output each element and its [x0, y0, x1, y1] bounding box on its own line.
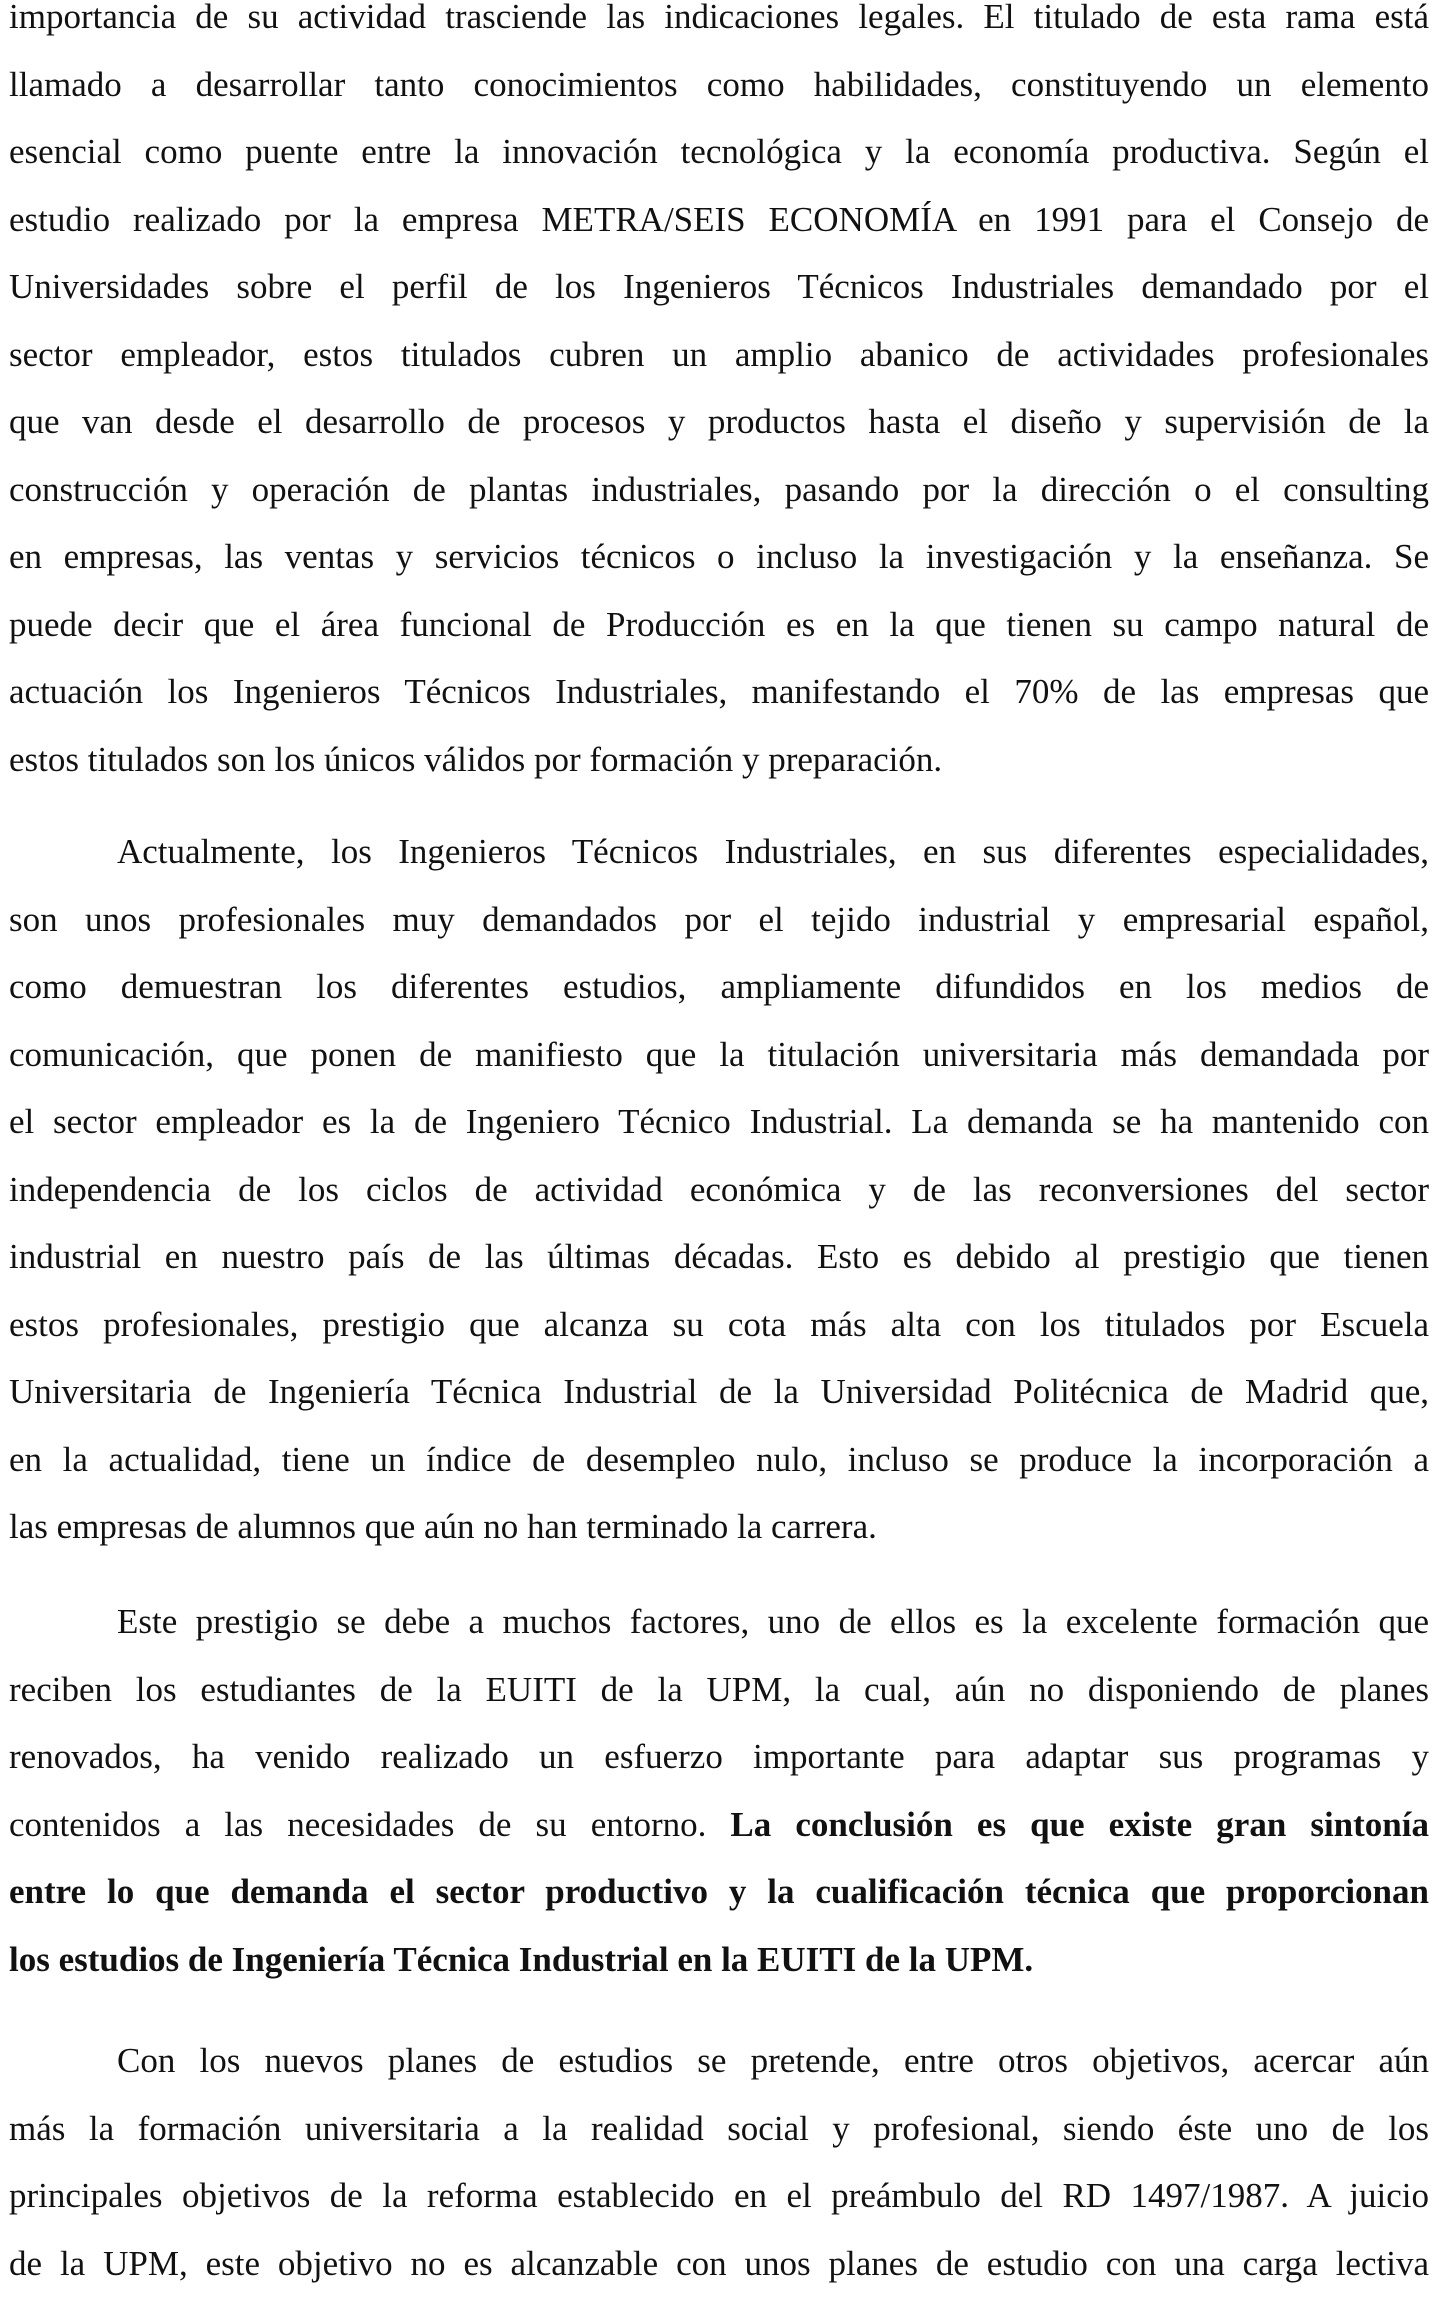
text-line: esencial como puente entre la innovación tecnológica y la economía productiva. Según el: [9, 118, 1429, 186]
bold-conclusion-text: entre lo que demanda el sector productivo y la cualificación técnica que proporcionan: [9, 1858, 1429, 1926]
text-line: como demuestran los diferentes estudios, ampliamente difundidos en los medios de: [9, 953, 1429, 1021]
bold-conclusion-text: La conclusión es que existe gran sintonía: [730, 1805, 1429, 1844]
text-line: puede decir que el área funcional de Producción es en la que tienen su campo natural de: [9, 591, 1429, 659]
text-line: importancia de su actividad trasciende las indicaciones legales. El titulado de esta rama está: [9, 0, 1429, 51]
text-line: de la UPM, este objetivo no es alcanzable con unos planes de estudio con una carga lectiva: [9, 2230, 1429, 2297]
text-line: Universidades sobre el perfil de los Ingenieros Técnicos Industriales demandado por el: [9, 253, 1429, 321]
text-line: las empresas de alumnos que aún no han terminado la carrera.: [9, 1493, 1429, 1561]
text-line: comunicación, que ponen de manifiesto que la titulación universitaria más demandada por: [9, 1021, 1429, 1089]
paragraph-2: [9, 818, 1429, 1561]
text-line: Actualmente, los Ingenieros Técnicos Industriales, en sus diferentes especialidades,: [9, 818, 1429, 886]
paragraph-3: [9, 1588, 1429, 1993]
text-line: en empresas, las ventas y servicios técnicos o incluso la investigación y la enseñanza. Se: [9, 523, 1429, 591]
text-line: industrial en nuestro país de las últimas décadas. Esto es debido al prestigio que tienen: [9, 1223, 1429, 1291]
text-line: estos titulados son los únicos válidos por formación y preparación.: [9, 726, 1429, 794]
text-segment: contenidos a las necesidades de su entorno.: [9, 1805, 730, 1844]
text-line: estos profesionales, prestigio que alcanza su cota más alta con los titulados por Escuela: [9, 1291, 1429, 1359]
text-line: el sector empleador es la de Ingeniero Técnico Industrial. La demanda se ha mantenido con: [9, 1088, 1429, 1156]
text-line: Este prestigio se debe a muchos factores, uno de ellos es la excelente formación que: [9, 1588, 1429, 1656]
paragraph-1: [9, 0, 1429, 793]
text-line: Universitaria de Ingeniería Técnica Industrial de la Universidad Politécnica de Madrid que,: [9, 1358, 1429, 1426]
text-line: más la formación universitaria a la realidad social y profesional, siendo éste uno de los: [9, 2095, 1429, 2163]
text-line: estudio realizado por la empresa METRA/SEIS ECONOMÍA en 1991 para el Consejo de: [9, 186, 1429, 254]
bold-conclusion-text: los estudios de Ingeniería Técnica Industrial en la EUITI de la UPM.: [9, 1926, 1429, 1994]
text-line: en la actualidad, tiene un índice de desempleo nulo, incluso se produce la incorporación a: [9, 1426, 1429, 1494]
text-line: sector empleador, estos titulados cubren un amplio abanico de actividades profesionales: [9, 321, 1429, 389]
text-line: reciben los estudiantes de la EUITI de la UPM, la cual, aún no disponiendo de planes: [9, 1656, 1429, 1724]
text-line: principales objetivos de la reforma establecido en el preámbulo del RD 1497/1987. A juicio: [9, 2162, 1429, 2230]
text-line: llamado a desarrollar tanto conocimientos como habilidades, constituyendo un elemento: [9, 51, 1429, 119]
text-line: independencia de los ciclos de actividad económica y de las reconversiones del sector: [9, 1156, 1429, 1224]
text-line: que van desde el desarrollo de procesos y productos hasta el diseño y supervisión de la: [9, 388, 1429, 456]
text-line-mixed: [9, 1791, 1429, 1859]
text-line: renovados, ha venido realizado un esfuerzo importante para adaptar sus programas y: [9, 1723, 1429, 1791]
paragraph-4: [9, 2027, 1429, 2297]
text-line: actuación los Ingenieros Técnicos Industriales, manifestando el 70% de las empresas que: [9, 658, 1429, 726]
text-line: construcción y operación de plantas industriales, pasando por la dirección o el consulting: [9, 456, 1429, 524]
text-line: Con los nuevos planes de estudios se pretende, entre otros objetivos, acercar aún: [9, 2027, 1429, 2095]
text-line: son unos profesionales muy demandados por el tejido industrial y empresarial español,: [9, 886, 1429, 954]
